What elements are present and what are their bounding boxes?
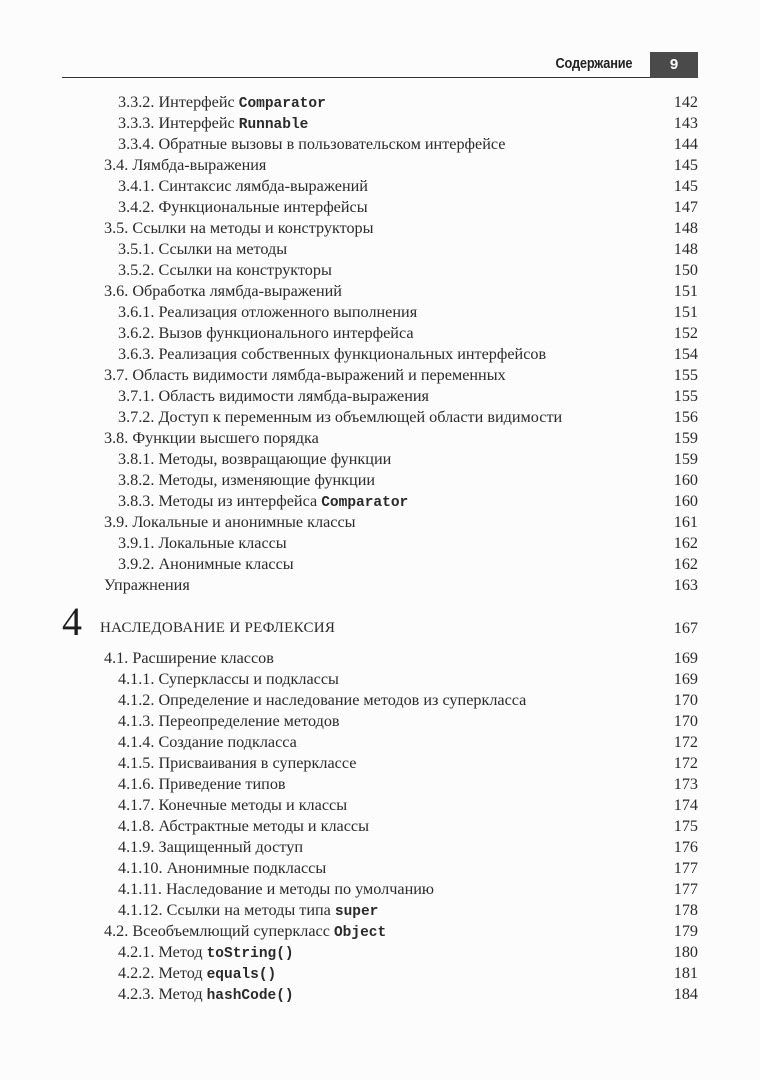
toc-entry[interactable]: [62, 92, 698, 113]
toc-entry-page: 156: [673, 408, 698, 426]
toc-entry-page: 159: [673, 429, 698, 447]
toc-entry[interactable]: [62, 669, 698, 690]
toc-entry-title: [118, 774, 286, 795]
toc-entry[interactable]: [62, 428, 698, 449]
toc-entry-page: 154: [673, 345, 698, 363]
toc-entry-title: [118, 260, 332, 281]
toc-entry-text: 3.7.1. Область видимости лямбда-выражения: [118, 387, 429, 405]
toc-entry-page: 159: [673, 450, 698, 468]
toc-entry-text: 4.1.3. Переопределение методов: [118, 712, 340, 730]
toc-entry-page: 175: [673, 817, 698, 835]
toc-entry-text: 3.3.2. Интерфейс: [118, 93, 239, 111]
toc-entry[interactable]: [62, 512, 698, 533]
toc-entry-text: 3.4.2. Функциональные интерфейсы: [118, 198, 368, 216]
toc-entry[interactable]: [62, 470, 698, 491]
toc-entry[interactable]: [62, 533, 698, 554]
toc-entry-title: [118, 732, 297, 753]
toc-entry-title: [104, 365, 506, 386]
toc-entry[interactable]: [62, 753, 698, 774]
toc-entry[interactable]: [62, 575, 698, 596]
toc-entry-text: 4.1.1. Суперклассы и подклассы: [118, 670, 339, 688]
toc-entry-page: 160: [673, 471, 698, 489]
toc-entry[interactable]: [62, 942, 698, 963]
toc-entry[interactable]: [62, 900, 698, 921]
toc-entry-page: 177: [673, 859, 698, 877]
toc-entry-title: [118, 984, 294, 1007]
toc-entry-title: [118, 533, 287, 554]
running-header: [62, 52, 698, 78]
toc-entry-page: 155: [673, 387, 698, 405]
toc-entry-title: [104, 281, 342, 302]
toc-entry[interactable]: [62, 648, 698, 669]
toc-entry[interactable]: [62, 711, 698, 732]
toc-entry-text: 3.6. Обработка лямбда-выражений: [104, 282, 342, 300]
toc-entry-code: Comparator: [238, 96, 326, 112]
toc-entry[interactable]: [62, 197, 698, 218]
toc-entry-code: Runnable: [238, 117, 309, 133]
toc-entry-title: [118, 711, 340, 732]
toc-entry-text: 4.1.12. Ссылки на методы типа: [118, 901, 335, 919]
toc-entry-text: 3.6.3. Реализация собственных функциональных интерфейсов: [118, 345, 547, 363]
toc-entry[interactable]: [62, 449, 698, 470]
toc-entry-page: 155: [673, 366, 698, 384]
toc-entry-title: [118, 323, 414, 344]
toc-entry-code: hashCode(): [206, 988, 294, 1004]
toc-entry-text: 4.2.2. Метод: [118, 964, 207, 982]
toc-entry-text: 3.5.2. Ссылки на конструкторы: [118, 261, 332, 279]
toc-entry[interactable]: [62, 921, 698, 942]
toc-entry-title: [118, 795, 347, 816]
toc-entry-text: 4.1.5. Присваивания в суперклассе: [118, 754, 357, 772]
toc-entry-title: [118, 344, 546, 365]
toc-entry-text: 4.1. Расширение классов: [104, 649, 274, 667]
toc-entry-text: 3.3.4. Обратные вызовы в пользовательском интерфейсе: [118, 135, 506, 153]
toc-entry-text: 4.1.4. Создание подкласса: [118, 733, 297, 751]
toc-entry[interactable]: [62, 134, 698, 155]
toc-entry-page: 172: [673, 733, 698, 751]
toc-entry[interactable]: [62, 491, 698, 512]
toc-entry[interactable]: [62, 690, 698, 711]
toc-entry[interactable]: [62, 218, 698, 239]
toc-entry[interactable]: [62, 795, 698, 816]
toc-entry-title: [118, 858, 326, 879]
toc-entry-page: 181: [673, 964, 698, 982]
toc-entry-title: [118, 449, 391, 470]
toc-entry-title: [118, 554, 294, 575]
toc-entry-title: [118, 963, 276, 986]
toc-entry-text: 3.4. Лямбда-выражения: [104, 156, 267, 174]
toc-entry-text: 4.1.9. Защищенный доступ: [118, 838, 303, 856]
toc-entry-title: [118, 470, 375, 491]
toc-entry-page: 176: [673, 838, 698, 856]
toc-entry-title: [118, 879, 434, 900]
toc-entry[interactable]: [62, 837, 698, 858]
toc-entry-page: 178: [673, 901, 698, 919]
toc-entry-title: [118, 197, 368, 218]
toc-entry[interactable]: [62, 858, 698, 879]
toc-entry-page: 151: [673, 282, 698, 300]
toc-entry-page: 163: [673, 576, 698, 594]
toc-entry-title: [118, 816, 369, 837]
toc-entry-code: Object: [333, 925, 387, 941]
toc-entry-title: [118, 900, 378, 923]
toc-entry-text: 3.8.3. Методы из интерфейса: [118, 492, 322, 510]
toc-entry[interactable]: [62, 113, 698, 134]
toc-entry-page: 172: [673, 754, 698, 772]
toc-entry-text: 3.3.3. Интерфейс: [118, 114, 239, 132]
toc-entry-page: 170: [673, 691, 698, 709]
toc-entry-page: 143: [673, 114, 698, 132]
toc-entry-text: 3.8.1. Методы, возвращающие функции: [118, 450, 392, 468]
toc-entry[interactable]: [62, 963, 698, 984]
toc-entry-page: 150: [673, 261, 698, 279]
toc-entry[interactable]: [62, 879, 698, 900]
toc-entry-title: [118, 942, 294, 965]
toc-entry-page: 173: [673, 775, 698, 793]
toc-entry-title: [104, 218, 374, 239]
toc-entry-text: 4.1.11. Наследование и методы по умолчанию: [118, 880, 434, 898]
toc-entry-title: [118, 669, 339, 690]
header-rule: [62, 77, 698, 79]
toc-entry-text: 4.2.1. Метод: [118, 943, 207, 961]
toc-entry-page: 144: [673, 135, 698, 153]
toc-entry[interactable]: [62, 984, 698, 1005]
toc-entry[interactable]: [62, 365, 698, 386]
toc-entry-title: [104, 428, 319, 449]
toc-entry-title: [118, 386, 429, 407]
toc-entry-title: [104, 648, 274, 669]
toc-entry-text: 3.8. Функции высшего порядка: [104, 429, 319, 447]
toc-entry[interactable]: [62, 302, 698, 323]
toc-entry-page: 142: [673, 93, 698, 111]
toc-entry-text: Упражнения: [104, 576, 190, 594]
toc-entry-title: [118, 690, 526, 711]
toc-entry-page: 177: [673, 880, 698, 898]
toc-entry-text: 3.9. Локальные и анонимные классы: [104, 513, 356, 531]
toc-entry-page: 180: [673, 943, 698, 961]
toc-entry-page: 151: [673, 303, 698, 321]
toc-entry[interactable]: [62, 344, 698, 365]
toc-entry[interactable]: [62, 176, 698, 197]
toc-entry-page: 184: [673, 985, 698, 1003]
toc-entry-page: 145: [673, 156, 698, 174]
toc-entry-text: 3.6.2. Вызов функционального интерфейса: [118, 324, 414, 342]
toc-entry-page: 170: [673, 712, 698, 730]
toc-entry-title: [118, 491, 408, 514]
toc-entry[interactable]: [62, 323, 698, 344]
toc-section-chapter-4: [62, 648, 698, 1005]
toc-entry[interactable]: [62, 816, 698, 837]
toc-entry-title: [104, 512, 356, 533]
toc-entry-title: [118, 239, 287, 260]
toc-entry-text: 3.5.1. Ссылки на методы: [118, 240, 288, 258]
chapter-title: НАСЛЕДОВАНИЕ И РЕФЛЕКСИЯ: [100, 620, 336, 636]
toc-entry-text: 4.2.3. Метод: [118, 985, 207, 1003]
toc-entry-page: 145: [673, 177, 698, 195]
toc-entry-title: [118, 302, 417, 323]
toc-entry-text: 3.7. Область видимости лямбда-выражений и переменных: [104, 366, 506, 384]
toc-entry-text: 3.7.2. Доступ к переменным из объемлющей области видимости: [118, 408, 563, 426]
toc-entry-title: [118, 134, 505, 155]
toc-entry-code: toString(): [206, 946, 294, 962]
toc-entry-page: 169: [673, 649, 698, 667]
toc-entry-code: equals(): [206, 967, 277, 983]
toc-entry-text: 3.8.2. Методы, изменяющие функции: [118, 471, 376, 489]
toc-entry[interactable]: [62, 239, 698, 260]
toc-entry-title: [118, 176, 368, 197]
toc-entry[interactable]: [62, 554, 698, 575]
toc-entry-text: 3.4.1. Синтаксис лямбда-выражений: [118, 177, 368, 195]
toc-entry-text: 4.2. Всеобъемлющий суперкласс: [104, 922, 334, 940]
running-header-title: Содержание: [555, 56, 632, 72]
toc-section-chapter-3: [62, 92, 698, 596]
toc-entry-page: 162: [673, 555, 698, 573]
toc-entry[interactable]: [62, 407, 698, 428]
toc-entry[interactable]: [62, 155, 698, 176]
table-of-contents: [62, 92, 698, 1005]
toc-entry[interactable]: [62, 260, 698, 281]
toc-entry-title: [118, 407, 562, 428]
toc-entry-title: [118, 113, 308, 136]
toc-entry-page: 161: [673, 513, 698, 531]
toc-entry-text: 4.1.10. Анонимные подклассы: [118, 859, 327, 877]
toc-entry-title: [104, 155, 266, 176]
toc-entry-title: [104, 921, 386, 944]
toc-entry[interactable]: [62, 732, 698, 753]
toc-entry-page: 160: [673, 492, 698, 510]
toc-entry[interactable]: [62, 281, 698, 302]
toc-entry-page: 179: [673, 922, 698, 940]
toc-entry-page: 174: [673, 796, 698, 814]
toc-entry-page: 169: [673, 670, 698, 688]
toc-entry-title: [118, 92, 326, 115]
toc-entry[interactable]: [62, 774, 698, 795]
toc-entry[interactable]: [62, 386, 698, 407]
chapter-page: 167: [673, 619, 698, 637]
toc-entry-text: 4.1.7. Конечные методы и классы: [118, 796, 348, 814]
toc-entry-text: 3.5. Ссылки на методы и конструкторы: [104, 219, 374, 237]
chapter-heading[interactable]: [62, 599, 698, 648]
toc-entry-text: 3.9.1. Локальные классы: [118, 534, 287, 552]
toc-entry-title: [118, 753, 356, 774]
toc-entry-text: 3.9.2. Анонимные классы: [118, 555, 294, 573]
toc-entry-code: super: [334, 904, 379, 920]
toc-entry-text: 4.1.2. Определение и наследование методов из суперкласса: [118, 691, 527, 709]
page-number-box: 9: [650, 52, 698, 78]
toc-entry-title: [104, 575, 190, 596]
toc-entry-code: Comparator: [321, 495, 409, 511]
toc-entry-text: 4.1.8. Абстрактные методы и классы: [118, 817, 369, 835]
toc-entry-page: 162: [673, 534, 698, 552]
toc-entry-page: 152: [673, 324, 698, 342]
toc-entry-title: [118, 837, 303, 858]
chapter-number: 4: [62, 599, 82, 644]
toc-entry-page: 148: [673, 219, 698, 237]
toc-entry-page: 148: [673, 240, 698, 258]
toc-entry-page: 147: [673, 198, 698, 216]
toc-entry-text: 4.1.6. Приведение типов: [118, 775, 286, 793]
toc-entry-text: 3.6.1. Реализация отложенного выполнения: [118, 303, 418, 321]
